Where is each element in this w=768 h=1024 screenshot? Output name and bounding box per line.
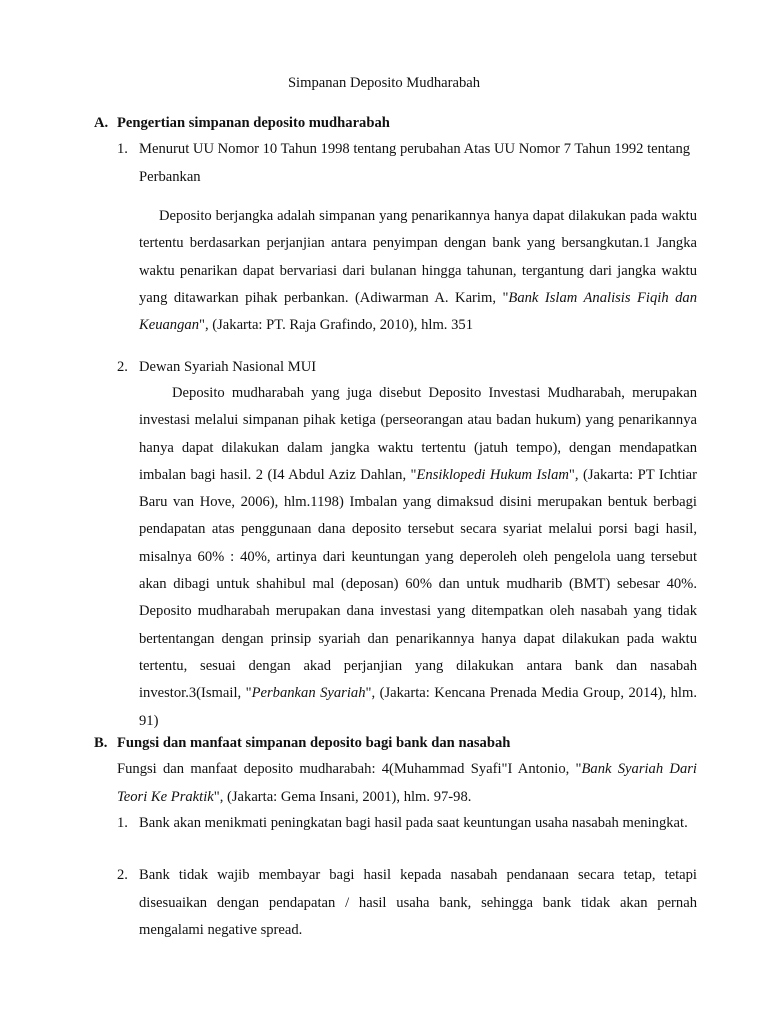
section-b-label: B. [94,735,108,751]
list-number: 2. [117,359,128,375]
list-number: 1. [117,141,128,157]
list-text: Bank tidak wajib membayar bagi hasil kepada nasabah pendanaan secara tetap, tetapi disesuaikan dengan pendapatan / hasil usaha bank, sehingga bank tidak akan pernah mengalami negative spread. [139,867,697,938]
section-b-intro [117,756,697,811]
list-text: Bank akan menikmati peningkatan bagi hasil pada saat keuntungan usaha nasabah meningkat. [139,815,688,831]
intro-text-after: ", (Jakarta: Gema Insani, 2001), hlm. 97-98. [213,788,472,805]
quote1-text-before: Deposito berjangka adalah simpanan yang penarikannya hanya dapat dilakukan pada waktu tertentu berdasarkan perjanjian antara penyimpan dengan bank yang bersangkutan.1 Jangka waktu penarikan dapat bervariasi dari bulanan hingga tahunan, tergantung dari jangka waktu yang ditawarkan pihak perbankan. (Adiwarman A. Karim, " [139,208,697,306]
intro-book-title: Bank Syariah Dari Teori Ke Praktik [117,761,697,805]
section-b-item-1 [117,810,697,838]
quote2-text-middle: ", (Jakarta: PT Ichtiar Baru van Hove, 2006), hlm.1198) Imbalan yang dimaksud disini merupakan bentuk berbagi pendapatan atas penggunaan dana deposito tersebut secara syariat melalui porsi bagi hasil, misalnya 60% : 40%, artinya dari keuntungan yang deperoleh oleh pengelola uang tersebut akan dibagi untuk shahibul mal (deposan) 60% dan untuk mudharib (BMT) sebesar 40%. Deposito mudharabah merupakan dana investasi yang ditempatkan oleh nasabah yang tidak bertentangan dengan prinsip syariah dan penarikannya hanya dapat dilakukan pada waktu tertentu, sesuai dengan akad perjanjian yang dilakukan antara bank dan nasabah investor.3(Ismail, " [139,466,697,702]
quote1-book-title: Bank Islam Analisis Fiqih dan Keuangan [139,289,697,334]
quote-paragraph-1 [139,203,697,339]
list-number: 1. [117,815,128,831]
quote2-book-title-1: Ensiklopedi Hukum Islam [416,466,569,483]
list-number: 2. [117,867,128,883]
section-a-item-2 [117,354,697,382]
list-text: Dewan Syariah Nasional MUI [139,359,317,375]
quote2-text-before: Deposito mudharabah yang juga disebut Deposito Investasi Mudharabah, merupakan investasi melalui simpanan pihak ketiga (perseorangan atau badan hukum) yang penarikannya hanya dapat dilakukan dalam jangka waktu tertentu (jatuh tempo), dengan mendapatkan imbalan bagi hasil. 2 (I4 Abdul Aziz Dahlan, " [139,385,697,483]
section-b-heading [94,733,510,753]
quote2-book-title-2: Perbankan Syariah [251,685,366,702]
section-a-heading [94,113,390,133]
intro-text-before: Fungsi dan manfaat deposito mudharabah: 4(Muhammad Syafi"I Antonio, " [117,761,582,777]
list-text: Menurut UU Nomor 10 Tahun 1998 tentang perubahan Atas UU Nomor 7 Tahun 1992 tentang Perbankan [139,141,691,185]
section-b-item-2 [117,862,697,945]
document-title: Simpanan Deposito Mudharabah [287,75,481,91]
section-b-title: Fungsi dan manfaat simpanan deposito bagi bank dan nasabah [117,735,511,751]
section-a-label: A. [94,115,109,131]
section-a-title: Pengertian simpanan deposito mudharabah [117,115,390,131]
quote-paragraph-2 [139,380,697,735]
quote2-text-after: ", (Jakarta: Kencana Prenada Media Group, 2014), hlm. 91) [139,685,697,729]
quote1-text-after: ", (Jakarta: PT. Raja Grafindo, 2010), hlm. 351 [199,317,473,334]
section-a-item-1 [117,136,697,191]
